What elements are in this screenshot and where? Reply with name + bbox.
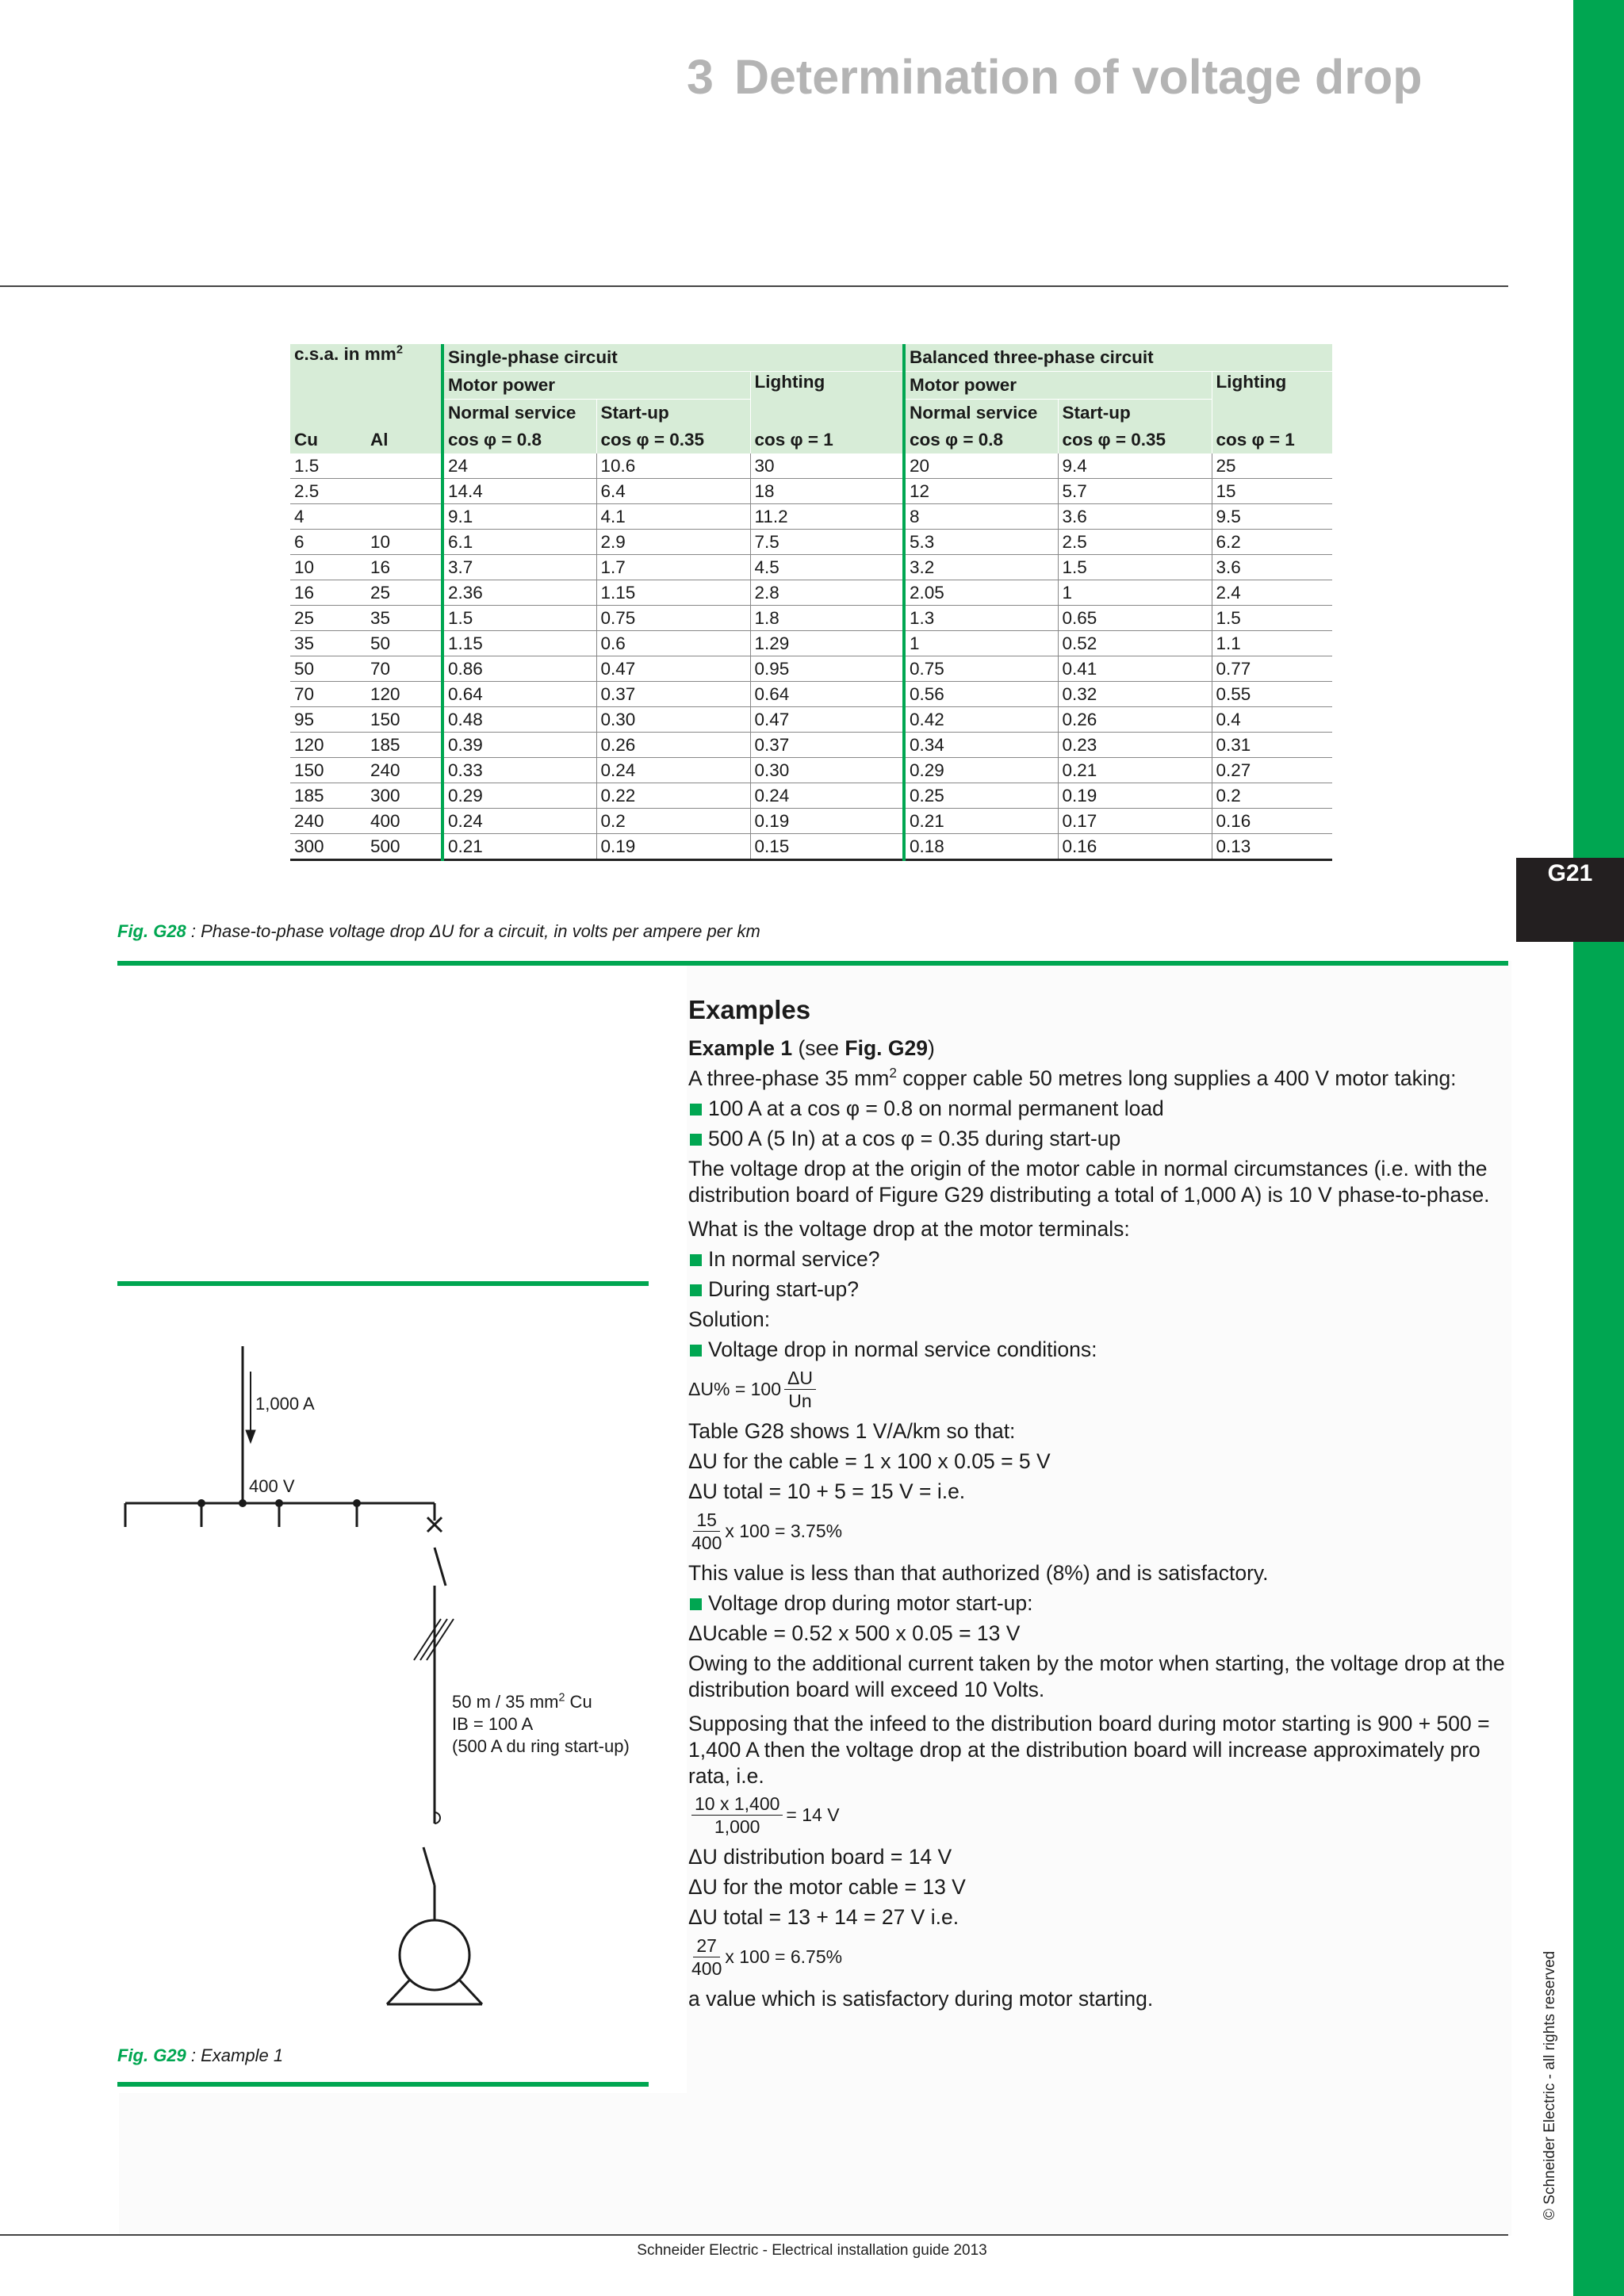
table-cell: 14.4 [442, 479, 596, 504]
table-cell: 0.23 [1058, 733, 1212, 758]
table-cell: 1.5 [1058, 555, 1212, 580]
chapter-title-text: Determination of voltage drop [733, 50, 1423, 104]
table-cell: 0.30 [750, 758, 904, 783]
equation-normal-percent: $\frac{15}{400}$ x 100 = 3.75% [691, 1510, 843, 1553]
table-cell: 0.56 [904, 682, 1058, 707]
table-cell: 0.24 [596, 758, 750, 783]
examples-column [688, 994, 1505, 2016]
table-cell: 7.5 [750, 530, 904, 555]
table-cell: 50 [366, 631, 442, 656]
table-cell: 5.7 [1058, 479, 1212, 504]
table-cell: 0.32 [1058, 682, 1212, 707]
table-cell: 2.4 [1212, 580, 1332, 606]
table-cell: 8 [904, 504, 1058, 530]
table-cell: 500 [366, 834, 442, 860]
table-cell: 0.34 [904, 733, 1058, 758]
footer-text: Schneider Electric - Electrical installation guide 2013 [637, 2242, 987, 2259]
table-cell: 0.29 [442, 783, 596, 809]
table-cell: 0.2 [1212, 783, 1332, 809]
bus-voltage-label: 400 V [249, 1476, 295, 1496]
table-cell: 0.27 [1212, 758, 1332, 783]
fig-g29-text: : Example 1 [186, 2045, 284, 2065]
table-cell: 0.24 [750, 783, 904, 809]
table-cell: 1.15 [596, 580, 750, 606]
voltage-drop-table [290, 344, 1332, 861]
load-current-label: IB = 100 A [452, 1714, 534, 1734]
table-cell: 2.5 [290, 479, 366, 504]
table-cell: 12 [904, 479, 1058, 504]
cable-start-up-drop-line: ΔUcable = 0.52 x 500 x 0.05 = 13 V [688, 1621, 1021, 1645]
table-cell: 0.4 [1212, 707, 1332, 733]
solution-normal-service: Voltage drop in normal service conditions: [688, 1337, 1505, 1363]
example-1-title: Example 1 (see Fig. G29) [688, 1036, 935, 1060]
table-cell: 0.47 [596, 656, 750, 682]
table-row [290, 555, 1332, 580]
table-cell [366, 479, 442, 504]
table-cell: 0.33 [442, 758, 596, 783]
incoming-current-label: 1,000 A [255, 1394, 315, 1414]
csa-header: c.s.a. in $mm^2$ [290, 344, 442, 427]
table-cell: 0.39 [442, 733, 596, 758]
figure-panel-background [119, 2093, 687, 2236]
table-cell: 0.95 [750, 656, 904, 682]
bullet-normal-load: 100 A at a cos φ = 0.8 on normal permanent load [688, 1096, 1505, 1122]
table-cell: 3.6 [1058, 504, 1212, 530]
single-normal-service-header: Normal service [442, 400, 596, 427]
fig-g28-caption [117, 921, 760, 942]
table-cell: 300 [366, 783, 442, 809]
cos-header: cos φ = 0.35 [1058, 427, 1212, 453]
table-cell: 30 [750, 453, 904, 479]
table-cell: 24 [442, 453, 596, 479]
table-cell: 0.21 [442, 834, 596, 860]
fig-g29-caption [117, 2045, 283, 2066]
three-start-up-header: Start-up [1058, 400, 1212, 427]
table-cell: 70 [290, 682, 366, 707]
chapter-title [687, 49, 1423, 105]
figure-top-rule [117, 1281, 649, 1286]
additional-current-paragraph: Owing to the additional current taken by the motor when starting, the voltage drop at the distribution board will exceed 10 Volts. [688, 1651, 1505, 1701]
question-start-up: During start-up? [688, 1276, 1505, 1303]
table-row [290, 606, 1332, 631]
single-start-up-header: Start-up [596, 400, 750, 427]
table-cell: 120 [290, 733, 366, 758]
solution-label: Solution: [688, 1307, 771, 1331]
authorized-line: This value is less than that authorized (8%) and is satisfactory. [688, 1561, 1269, 1585]
table-row [290, 834, 1332, 860]
table-row [290, 453, 1332, 479]
table-cell: 1.29 [750, 631, 904, 656]
table-cell [366, 453, 442, 479]
table-cell: 240 [290, 809, 366, 834]
table-cell: 4.1 [596, 504, 750, 530]
startup-current-label: (500 A du ring start-up) [452, 1736, 630, 1756]
chapter-number: 3 [687, 50, 714, 104]
table-cell: 1.1 [1212, 631, 1332, 656]
table-cell: 1.7 [596, 555, 750, 580]
table-cell: 50 [290, 656, 366, 682]
cos-header: cos φ = 0.35 [596, 427, 750, 453]
table-cell: 0.37 [750, 733, 904, 758]
table-cell: 25 [1212, 453, 1332, 479]
table-cell: 15 [1212, 479, 1332, 504]
table-cell: 0.77 [1212, 656, 1332, 682]
fig-g28-label: Fig. G28 [117, 921, 186, 941]
three-phase-header: Balanced three-phase circuit [904, 344, 1332, 372]
table-cell: 0.13 [1212, 834, 1332, 860]
table-cell: 4 [290, 504, 366, 530]
table-cell: 1 [1058, 580, 1212, 606]
figure-bottom-rule [117, 2082, 649, 2087]
table-row [290, 530, 1332, 555]
table-cell: 150 [290, 758, 366, 783]
start-up-total-line: ΔU total = 13 + 14 = 27 V i.e. [688, 1905, 959, 1929]
table-cell: 0.15 [750, 834, 904, 860]
cable-spec-label: 50 m / 35 $mm^2$ Cu [452, 1691, 592, 1712]
table-cell: 0.31 [1212, 733, 1332, 758]
table-row [290, 733, 1332, 758]
table-cell: 0.48 [442, 707, 596, 733]
table-cell: 1.15 [442, 631, 596, 656]
table-cell: 185 [290, 783, 366, 809]
total-drop-line: ΔU total = 10 + 5 = 15 V = i.e. [688, 1479, 966, 1503]
table-cell: 240 [366, 758, 442, 783]
equation-voltage-drop-percent: ΔU% = 100 $\frac{\Delta U}{Un}$ [688, 1367, 1505, 1412]
table-reference-line: Table G28 shows 1 V/A/km so that: [688, 1419, 1016, 1443]
footer-rule [0, 2234, 1508, 2236]
table-cell: 0.75 [904, 656, 1058, 682]
page-number-tab [1516, 858, 1624, 942]
table-row [290, 809, 1332, 834]
table-cell: 95 [290, 707, 366, 733]
table-row [290, 656, 1332, 682]
equation-pro-rata: $\frac{10 x 1,400}{1,000}$ = 14 V [688, 1793, 1505, 1838]
single-lighting-header: Lighting [750, 372, 904, 427]
table-cell: 0.22 [596, 783, 750, 809]
table-cell: 3.6 [1212, 555, 1332, 580]
table-cell: 6.4 [596, 479, 750, 504]
table-cell: 0.25 [904, 783, 1058, 809]
table-cell: 10 [366, 530, 442, 555]
fig-g28-text: : Phase-to-phase voltage drop ΔU for a circuit, in volts per ampere per km [186, 921, 760, 941]
table-cell: 0.6 [596, 631, 750, 656]
table-row [290, 580, 1332, 606]
table-cell: 35 [290, 631, 366, 656]
table-cell: 3.7 [442, 555, 596, 580]
single-phase-header: Single-phase circuit [442, 344, 904, 372]
table-cell: 6 [290, 530, 366, 555]
table-cell: 0.42 [904, 707, 1058, 733]
table-cell: 0.41 [1058, 656, 1212, 682]
table-cell: 18 [750, 479, 904, 504]
side-green-bar [1573, 0, 1624, 2296]
cu-header: Cu [290, 427, 366, 453]
table-cell: 0.64 [750, 682, 904, 707]
table-cell: 20 [904, 453, 1058, 479]
table-row [290, 631, 1332, 656]
table-cell: 0.86 [442, 656, 596, 682]
fig-g29-label: Fig. G29 [117, 2045, 186, 2065]
table-cell: 2.8 [750, 580, 904, 606]
table-cell: 6.1 [442, 530, 596, 555]
equation-start-up-percent: $\frac{27}{400}$ x 100 = 6.75% [691, 1935, 843, 1979]
table-cell: 0.16 [1058, 834, 1212, 860]
table-cell: 3.2 [904, 555, 1058, 580]
table-row [290, 783, 1332, 809]
three-lighting-header: Lighting [1212, 372, 1332, 427]
motor-cable-drop-line: ΔU for the motor cable = 13 V [688, 1875, 966, 1899]
table-cell: 25 [290, 606, 366, 631]
table-cell: 4.5 [750, 555, 904, 580]
table-cell: 0.55 [1212, 682, 1332, 707]
table-cell: 0.26 [596, 733, 750, 758]
examples-heading: Examples [688, 995, 811, 1024]
table-cell: 16 [366, 555, 442, 580]
table-cell: 16 [290, 580, 366, 606]
table-cell: 0.47 [750, 707, 904, 733]
table-cell: 1 [904, 631, 1058, 656]
infeed-paragraph: Supposing that the infeed to the distribution board during motor starting is 900 + 500 = 1,400 A then the voltage drop at the distribution board will increase approximately pro rata, i.e. [688, 1712, 1490, 1788]
table-cell: 0.19 [1058, 783, 1212, 809]
circuit-diagram-svg [119, 1340, 690, 2014]
table-cell: 1.8 [750, 606, 904, 631]
table-row [290, 758, 1332, 783]
table-cell: 0.21 [904, 809, 1058, 834]
table-cell: 0.2 [596, 809, 750, 834]
table-cell [366, 504, 442, 530]
table-cell: 0.52 [1058, 631, 1212, 656]
cable-drop-line: ΔU for the cable = 1 x 100 x 0.05 = 5 V [688, 1449, 1051, 1473]
cos-header: cos φ = 1 [1212, 427, 1332, 453]
table-cell: 0.75 [596, 606, 750, 631]
three-normal-service-header: Normal service [904, 400, 1058, 427]
single-motor-power-header: Motor power [442, 372, 750, 400]
question-normal-service: In normal service? [688, 1246, 1505, 1272]
cos-header: cos φ = 0.8 [904, 427, 1058, 453]
example-intro: A three-phase 35 $mm^2$ copper cable 50 metres long supplies a 400 V motor taking: [688, 1065, 1457, 1090]
copyright-notice: © Schneider Electric - all rights reserved [1542, 1950, 1558, 2220]
table-cell: 0.21 [1058, 758, 1212, 783]
table-cell: 0.65 [1058, 606, 1212, 631]
cos-header: cos φ = 1 [750, 427, 904, 453]
table-cell: 2.9 [596, 530, 750, 555]
table-cell: 0.24 [442, 809, 596, 834]
conclusion-line: a value which is satisfactory during motor starting. [688, 1987, 1154, 2011]
table-cell: 0.18 [904, 834, 1058, 860]
table-cell: 10.6 [596, 453, 750, 479]
table-cell: 150 [366, 707, 442, 733]
table-cell: 120 [366, 682, 442, 707]
table-cell: 185 [366, 733, 442, 758]
table-cell: 0.64 [442, 682, 596, 707]
table-cell: 1.5 [442, 606, 596, 631]
table-row [290, 707, 1332, 733]
page-number: G21 [1547, 860, 1593, 886]
table-cell: 1.3 [904, 606, 1058, 631]
table-cell: 6.2 [1212, 530, 1332, 555]
origin-voltage-paragraph: The voltage drop at the origin of the motor cable in normal circumstances (i.e. with the distribution board of Figure G29 distributing a total of 1,000 A) is 10 V phase-to-phase. [688, 1157, 1490, 1207]
table-cell: 10 [290, 555, 366, 580]
table-cell: 0.29 [904, 758, 1058, 783]
table-cell: 9.1 [442, 504, 596, 530]
table-body [290, 453, 1332, 860]
three-motor-power-header: Motor power [904, 372, 1212, 400]
circuit-diagram [119, 1340, 690, 2014]
table-cell: 70 [366, 656, 442, 682]
table-cell: 0.37 [596, 682, 750, 707]
table-cell: 2.05 [904, 580, 1058, 606]
al-header: Al [366, 427, 442, 453]
table-cell: 9.5 [1212, 504, 1332, 530]
table-cell: 0.26 [1058, 707, 1212, 733]
bullet-start-up-load: 500 A (5 In) at a cos φ = 0.35 during start-up [688, 1126, 1505, 1152]
table-row [290, 682, 1332, 707]
cos-header: cos φ = 0.8 [442, 427, 596, 453]
board-drop-line: ΔU distribution board = 14 V [688, 1845, 952, 1869]
table-cell: 9.4 [1058, 453, 1212, 479]
table-cell: 5.3 [904, 530, 1058, 555]
table-cell: 1.5 [290, 453, 366, 479]
table-cell: 300 [290, 834, 366, 860]
table-cell: 35 [366, 606, 442, 631]
table-cell: 2.36 [442, 580, 596, 606]
table-row [290, 504, 1332, 530]
table-cell: 0.19 [750, 809, 904, 834]
table-cell: 11.2 [750, 504, 904, 530]
table-cell: 0.30 [596, 707, 750, 733]
table-cell: 0.16 [1212, 809, 1332, 834]
header-rule [0, 285, 1508, 287]
table-bottom-rule [117, 961, 1508, 966]
question: What is the voltage drop at the motor terminals: [688, 1217, 1130, 1241]
table-cell: 2.5 [1058, 530, 1212, 555]
table-row [290, 479, 1332, 504]
table-cell: 25 [366, 580, 442, 606]
table-cell: 0.19 [596, 834, 750, 860]
table-cell: 0.17 [1058, 809, 1212, 834]
table-cell: 1.5 [1212, 606, 1332, 631]
solution-start-up: Voltage drop during motor start-up: [688, 1590, 1505, 1617]
table-cell: 400 [366, 809, 442, 834]
